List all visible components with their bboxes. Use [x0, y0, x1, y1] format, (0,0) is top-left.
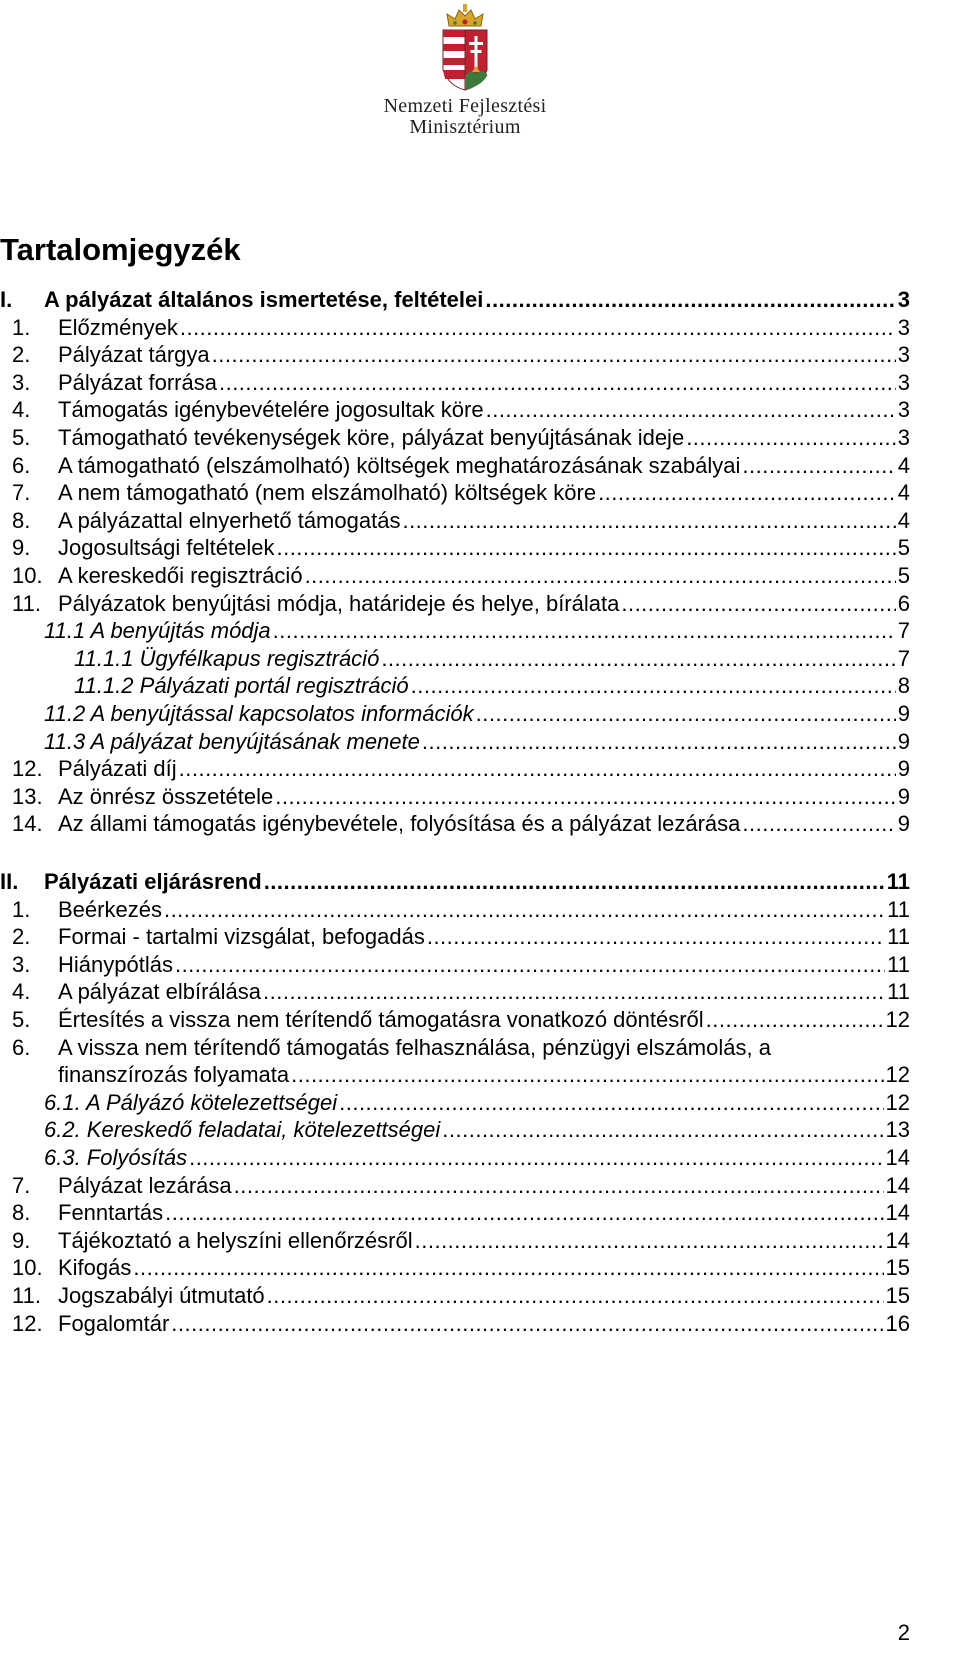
toc-entry-page: 11: [887, 896, 910, 922]
toc-dot-leader: [402, 506, 895, 535]
toc-dot-leader: [415, 1226, 884, 1255]
toc-dot-leader: [621, 589, 895, 618]
toc-entry-title: 6.2. Kereskedő feladatai, kötelezettségei: [44, 1117, 441, 1143]
toc-dot-leader: [486, 395, 896, 424]
toc-entry-page: 3: [897, 287, 910, 312]
toc-entry-title: 11.3 A pályázat benyújtásának menete: [44, 728, 420, 754]
toc-entry-number: I.: [0, 287, 13, 312]
toc-entry-page: 12: [885, 1062, 910, 1088]
toc-entry-number: 6.: [12, 452, 31, 478]
toc-entry-number: 1.: [12, 896, 31, 922]
toc-entry-number: 4.: [12, 397, 31, 423]
toc-entry-page: 8: [897, 673, 910, 699]
toc-subentry[interactable]: [44, 1088, 910, 1117]
toc-dot-leader: [381, 644, 895, 673]
toc-entry[interactable]: [12, 895, 910, 924]
toc-entry-page: 3: [897, 425, 910, 450]
toc-entry-page: 11: [887, 979, 910, 1005]
toc-entry-title: Pályázat forrása: [58, 369, 217, 395]
toc-entry-number: 7.: [12, 1172, 31, 1198]
toc-entry-title: Formai - tartalmi vizsgálat, befogadás: [58, 924, 425, 950]
toc-entry-page: 14: [885, 1200, 910, 1226]
toc-entry-title: 11.2 A benyújtással kapcsolatos információk: [44, 701, 474, 726]
toc-dot-leader: [273, 616, 896, 645]
page-number: 2: [897, 1620, 910, 1645]
toc-entry[interactable]: [12, 589, 910, 618]
toc-subentry[interactable]: [44, 1115, 910, 1144]
toc-dot-leader: [598, 478, 896, 507]
toc-entry[interactable]: [12, 506, 910, 535]
toc-entry-title: Tájékoztató a helyszíni ellenőrzésről: [58, 1227, 413, 1253]
toc-entry-page: 11: [887, 951, 910, 977]
toc-dot-leader: [706, 1005, 884, 1034]
toc-entry[interactable]: [12, 451, 910, 480]
toc-entry-title: Pályázat lezárása: [58, 1172, 232, 1198]
toc-entry-title: Pályázati díj: [58, 756, 177, 782]
toc-entry-page: 5: [897, 563, 910, 588]
toc-entry-continuation[interactable]: [58, 1060, 910, 1089]
toc-entry-page: 12: [885, 1007, 910, 1032]
toc-entry-title: A pályázattal elnyerhető támogatás: [58, 507, 401, 533]
toc-entry-number: 9.: [12, 1227, 31, 1253]
toc-entry[interactable]: [12, 782, 910, 811]
toc-entry-number: 10.: [12, 1255, 43, 1281]
toc-entry-page: 9: [897, 811, 910, 837]
toc-entry-title: Pályázati eljárásrend: [44, 869, 262, 894]
toc-entry-number: 9.: [12, 535, 31, 561]
toc-entry-title: Beérkezés: [58, 896, 162, 922]
toc-dot-leader: [276, 533, 895, 562]
toc-entry-number: 11.: [12, 590, 41, 616]
toc-dot-leader: [263, 977, 885, 1006]
toc-entry-page: 3: [897, 397, 910, 423]
toc-entry-page: 14: [885, 1227, 910, 1253]
toc-entry-page: 14: [885, 1145, 910, 1170]
toc-entry[interactable]: [12, 922, 910, 951]
toc-entry-title: Pályázatok benyújtási módja, határideje és helye, bírálata: [58, 590, 620, 616]
toc-subentry[interactable]: [74, 671, 910, 700]
toc-entry[interactable]: [12, 561, 910, 590]
toc-entry[interactable]: [12, 340, 910, 369]
toc-dot-leader: [264, 867, 885, 896]
toc-entry-title: A kereskedői regisztráció: [58, 563, 303, 588]
ministry-logo: [374, 0, 556, 142]
toc-dot-leader: [267, 1281, 884, 1310]
toc-entry[interactable]: [12, 313, 910, 342]
toc-entry-title: 6.1. A Pályázó kötelezettségei: [44, 1089, 338, 1115]
toc-entry[interactable]: [12, 368, 910, 397]
toc-entry-title: Kifogás: [58, 1255, 132, 1281]
toc-dot-leader: [275, 782, 896, 811]
toc-entry-page: 15: [885, 1255, 910, 1281]
toc-entry-page: 9: [897, 728, 910, 754]
toc-entry-number: 7.: [12, 480, 31, 506]
toc-entry-number: 2.: [12, 924, 31, 950]
toc-entry[interactable]: [12, 533, 910, 562]
toc-entry-title: A nem támogatható (nem elszámolható) költségek köre: [58, 480, 597, 506]
toc-entry-number: 12.: [12, 756, 43, 782]
toc-dot-leader: [234, 1171, 884, 1200]
toc-entry-page: 15: [885, 1283, 910, 1308]
toc-dot-leader: [485, 285, 895, 314]
toc-dot-leader: [742, 451, 895, 480]
toc-entry-page: 12: [885, 1089, 910, 1115]
toc-entry-title: Pályázat tárgya: [58, 342, 210, 368]
toc-entry-page: 3: [897, 314, 910, 340]
toc-section-heading[interactable]: [0, 285, 910, 314]
toc-entry-title: finanszírozás folyamata: [58, 1062, 290, 1088]
toc-entry-number: 12.: [12, 1310, 43, 1336]
toc-entry-page: 13: [885, 1117, 910, 1143]
toc-dot-leader: [175, 950, 885, 979]
toc-dot-leader: [339, 1088, 883, 1117]
toc-entry[interactable]: [12, 1226, 910, 1255]
toc-entry-number: 6.: [12, 1034, 31, 1060]
toc-section-heading[interactable]: [0, 867, 910, 896]
toc-subentry[interactable]: [44, 699, 910, 728]
toc-entry-title: Az önrész összetétele: [58, 783, 274, 809]
toc-entry-title: Előzmények: [58, 314, 178, 340]
toc-entry-number: 4.: [12, 979, 31, 1005]
toc-entry-page: 16: [885, 1310, 910, 1336]
toc-dot-leader: [189, 1143, 883, 1172]
toc-entry-title: 11.1.2 Pályázati portál regisztráció: [74, 673, 409, 699]
ministry-name-line1: Nemzeti Fejlesztési: [383, 95, 547, 117]
toc-dot-leader: [305, 561, 896, 590]
toc-entry-title: Támogatható tevékenységek köre, pályázat benyújtásának ideje: [58, 425, 685, 450]
toc-dot-leader: [180, 313, 896, 342]
toc-entry-page: 7: [897, 645, 910, 671]
toc-entry-number: 5.: [12, 1007, 31, 1032]
toc-entry-number: 10.: [12, 563, 43, 588]
toc-entry-page: 9: [897, 701, 910, 726]
toc-entry-page: 4: [897, 480, 910, 506]
toc-dot-leader: [164, 895, 885, 924]
toc-entry-title: Jogosultsági feltételek: [58, 535, 275, 561]
toc-entry-title: 6.3. Folyósítás: [44, 1145, 188, 1170]
toc-entry-page: 5: [897, 535, 910, 561]
toc-entry[interactable]: [12, 754, 910, 783]
toc-entry-number: 8.: [12, 1200, 31, 1226]
toc-entry-title-line1: A vissza nem térítendő támogatás felhasználása, pénzügyi elszámolás, a: [58, 1034, 771, 1060]
ministry-name-line2: Minisztérium: [409, 116, 521, 138]
toc-entry-page: 4: [897, 452, 910, 478]
toc-dot-leader: [212, 340, 896, 369]
toc-dot-leader: [179, 754, 896, 783]
toc-entry-number: II.: [0, 869, 19, 894]
toc-entry-page: 3: [897, 342, 910, 368]
toc-subentry[interactable]: [74, 644, 910, 673]
toc-entry[interactable]: [12, 423, 910, 452]
toc-title: Tartalomjegyzék: [0, 232, 241, 267]
toc-entry-title: Fenntartás: [58, 1200, 164, 1226]
toc-entry-page: 4: [897, 507, 910, 533]
toc-entry-wrapped-line[interactable]: [12, 1033, 771, 1062]
toc-entry-page: 9: [897, 756, 910, 782]
toc-dot-leader: [427, 922, 885, 951]
toc-entry-title: Fogalomtár: [58, 1310, 170, 1336]
toc-entry[interactable]: [12, 950, 910, 979]
toc-entry-title: 11.1 A benyújtás módja: [44, 618, 271, 644]
toc-dot-leader: [686, 423, 896, 452]
toc-entry-number: 5.: [12, 425, 31, 450]
toc-dot-leader: [422, 727, 896, 756]
toc-entry-number: 2.: [12, 342, 31, 368]
toc-entry[interactable]: [12, 478, 910, 507]
toc-entry[interactable]: [12, 395, 910, 424]
toc-entry-title: A pályázat elbírálása: [58, 979, 262, 1005]
toc-subentry[interactable]: [44, 616, 910, 645]
toc-entry-title: Támogatás igénybevételére jogosultak köre: [58, 397, 484, 423]
toc-entry[interactable]: [12, 977, 910, 1006]
toc-dot-leader: [165, 1198, 883, 1227]
toc-entry-page: 11: [887, 924, 910, 950]
toc-dot-leader: [411, 671, 896, 700]
toc-entry-page: 3: [897, 369, 910, 395]
toc-entry-title: Jogszabályi útmutató: [58, 1283, 265, 1308]
toc-entry-number: 8.: [12, 507, 31, 533]
toc-entry-title: A pályázat általános ismertetése, feltételei: [44, 287, 484, 312]
toc-dot-leader: [476, 699, 896, 728]
toc-entry[interactable]: [12, 1253, 910, 1282]
toc-entry-page: 11: [886, 869, 910, 894]
toc-entry-page: 9: [897, 783, 910, 809]
toc-entry-title: 11.1.1 Ügyfélkapus regisztráció: [74, 645, 380, 671]
toc-entry-page: 6: [897, 590, 910, 616]
toc-entry[interactable]: [12, 1281, 910, 1310]
toc-entry-number: 14.: [12, 811, 43, 837]
toc-entry-title: Értesítés a vissza nem térítendő támogatásra vonatkozó döntésről: [58, 1007, 704, 1032]
toc-dot-leader: [742, 809, 895, 838]
toc-entry[interactable]: [12, 809, 910, 838]
toc-dot-leader: [219, 368, 896, 397]
toc-entry-number: 1.: [12, 314, 31, 340]
toc-dot-leader: [291, 1060, 883, 1089]
toc-entry-number: 3.: [12, 369, 31, 395]
toc-subentry[interactable]: [44, 727, 910, 756]
toc-dot-leader: [133, 1253, 883, 1282]
toc-entry[interactable]: [12, 1005, 910, 1034]
toc-entry-title: Az állami támogatás igénybevétele, folyósítása és a pályázat lezárása: [58, 811, 741, 837]
toc-entry-title: Hiánypótlás: [58, 951, 173, 977]
toc-entry[interactable]: [12, 1171, 910, 1200]
toc-dot-leader: [442, 1115, 883, 1144]
toc-entry-number: 11.: [12, 1283, 41, 1308]
toc-entry-page: 14: [885, 1172, 910, 1198]
toc-entry[interactable]: [12, 1198, 910, 1227]
toc-entry-number: 13.: [12, 783, 43, 809]
toc-dot-leader: [171, 1309, 883, 1338]
toc-entry[interactable]: [12, 1309, 910, 1338]
toc-subentry[interactable]: [44, 1143, 910, 1172]
toc-entry-number: 3.: [12, 951, 31, 977]
hungarian-coat-of-arms-icon: [435, 4, 495, 94]
toc-entry-page: 7: [897, 618, 910, 644]
toc-entry-title: A támogatható (elszámolható) költségek meghatározásának szabályai: [58, 452, 741, 478]
